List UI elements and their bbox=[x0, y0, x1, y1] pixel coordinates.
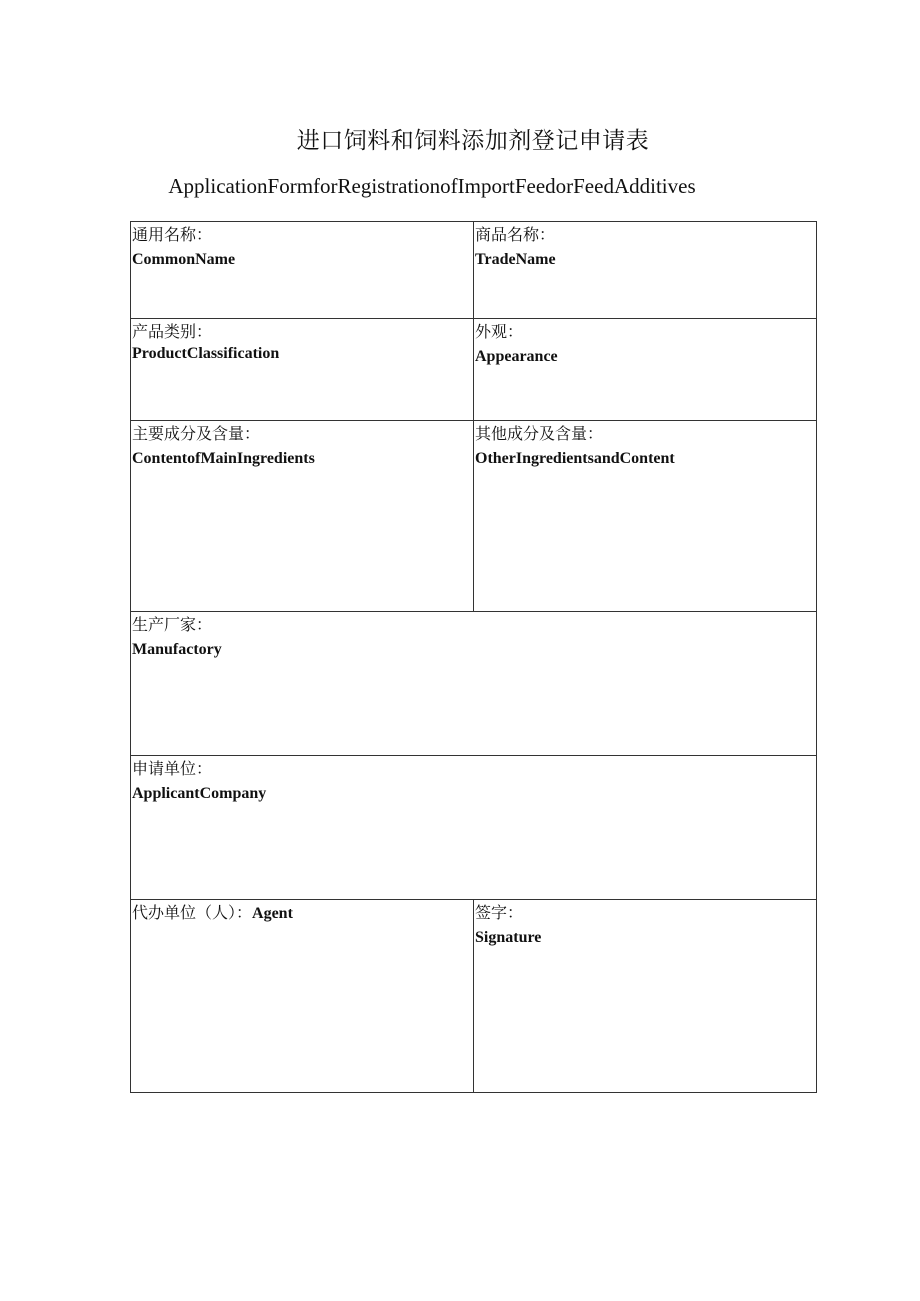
manufactory-label-en: Manufactory bbox=[132, 641, 222, 658]
form-row-classification bbox=[131, 319, 817, 421]
page-title-chinese: 进口饲料和饲料添加剂登记申请表 bbox=[296, 128, 650, 154]
form-row-manufactory bbox=[131, 612, 817, 756]
other-ingredients-label-en: OtherIngredientsandContent bbox=[475, 450, 675, 467]
product-classification-field[interactable] bbox=[131, 319, 474, 421]
common-name-label-cn: 通用名称： bbox=[132, 225, 213, 244]
page-title-english: ApplicationFormforRegistrationofImportFeedorFeedAdditives bbox=[168, 174, 696, 198]
manufactory-label-cn: 生产厂家： bbox=[132, 615, 213, 634]
other-ingredients-field[interactable] bbox=[474, 421, 817, 612]
applicant-company-label-cn: 申请单位： bbox=[132, 759, 213, 778]
appearance-label-cn: 外观： bbox=[475, 322, 524, 341]
other-ingredients-label-cn: 其他成分及含量： bbox=[475, 424, 604, 443]
agent-label-cn: 代办单位（人）： bbox=[132, 903, 253, 922]
product-classification-label-cn: 产品类别： bbox=[132, 322, 213, 341]
signature-label-cn: 签字： bbox=[475, 903, 524, 922]
main-ingredients-label-cn: 主要成分及含量： bbox=[132, 424, 261, 443]
main-ingredients-field[interactable] bbox=[131, 421, 474, 612]
trade-name-label-cn: 商品名称： bbox=[475, 225, 556, 244]
form-row-ingredients bbox=[131, 421, 817, 612]
form-row-names bbox=[131, 222, 817, 319]
appearance-field[interactable] bbox=[474, 319, 817, 421]
common-name-field[interactable] bbox=[131, 222, 474, 319]
form-row-agent-signature bbox=[131, 900, 817, 1093]
signature-label-en: Signature bbox=[475, 929, 542, 946]
applicant-company-label-en: ApplicantCompany bbox=[132, 785, 267, 802]
product-classification-label-en: ProductClassification bbox=[132, 345, 280, 362]
form-row-applicant bbox=[131, 756, 817, 900]
applicant-company-field[interactable] bbox=[131, 756, 817, 900]
agent-label-en: Agent bbox=[252, 905, 293, 922]
application-form-table bbox=[130, 221, 817, 1093]
trade-name-field[interactable] bbox=[474, 222, 817, 319]
manufactory-field[interactable] bbox=[131, 612, 817, 756]
signature-field[interactable] bbox=[474, 900, 817, 1093]
agent-field[interactable] bbox=[131, 900, 474, 1093]
common-name-label-en: CommonName bbox=[132, 251, 236, 268]
agent-label bbox=[132, 902, 473, 925]
trade-name-label-en: TradeName bbox=[475, 251, 556, 268]
appearance-label-en: Appearance bbox=[475, 348, 558, 365]
main-ingredients-label-en: ContentofMainIngredients bbox=[132, 450, 315, 467]
